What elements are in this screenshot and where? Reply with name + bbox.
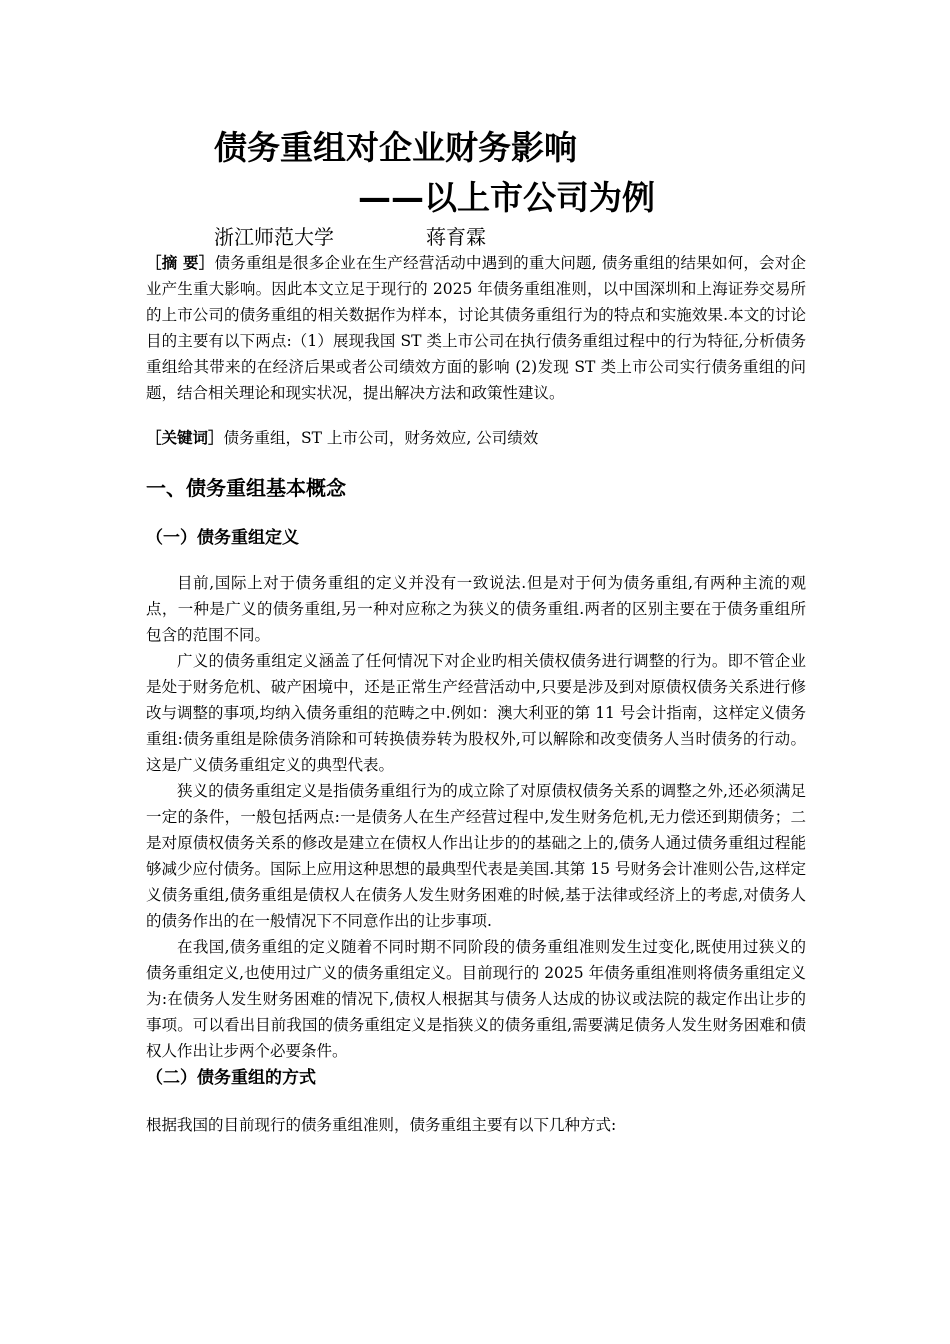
abstract-text: 债务重组是很多企业在生产经营活动中遇到的重大问题, 债务重组的结果如何，会对企业产生重大影响。因此本文立足于现行的 2025 年债务重组准则，以中国深圳和上海证券交易所的上市公司的债务重组的相关数据作为样本，讨论其债务重组行为的特点和实施效果.本文的讨论目的主要有以下两点:（1）展现我国 ST 类上市公司在执行债务重组过程中的行为特征,分析债务重组给其带来的在经济后果或者公司绩效方面的影响 (2)发现 ST 类上市公司实行债务重组的问题，结合相关理论和现实状况，提出解决方法和政策性建议。 [146,254,806,402]
keywords-label: ［关键词］ [146,429,224,447]
paragraph: 在我国,债务重组的定义随着不同时期不同阶段的债务重组准则发生过变化,既使用过狭义的债务重组定义,也使用过广义的债务重组定义。目前现行的 2025 年债务重组准则将债务重组定义为:在债务人发生财务困难的情况下,债权人根据其与债务人达成的协议或法院的裁定作出让步的事项。可以看出目前我国的债务重组定义是指狭义的债务重组,需要满足债务人发生财务困难和债权人作出让步两个必要条件。 [146,938,806,1060]
subsection-heading-definition: （一）债务重组定义 [146,528,299,548]
paper-subtitle: ——以上市公司为例 [358,178,655,217]
section-heading: 一、债务重组基本概念 [146,476,346,500]
paragraph: 目前,国际上对于债务重组的定义并没有一致说法.但是对于何为债务重组,有两种主流的观点，一种是广义的债务重组,另一种对应称之为狭义的债务重组.两者的区别主要在于债务重组所包含的范围不同。 [146,574,806,644]
definition-body [146,570,806,1064]
paper-title: 债务重组对企业财务影响 [214,128,577,167]
paragraph: 狭义的债务重组定义是指债务重组行为的成立除了对原债权债务关系的调整之外,还必须满足一定的条件，一般包括两点:一是债务人在生产经营过程中,发生财务危机,无力偿还到期债务；二是对原债权债务关系的修改是建立在债权人作出让步的的基础之上的,债务人通过债务重组过程能够减少应付债务。国际上应用这种思想的最典型代表是美国.其第 15 号财务会计准则公告,这样定义债务重组,债务重组是债权人在债务人发生财务困难的时候,基于法律或经济上的考虑,对债务人的债务作出的在一般情况下不同意作出的让步事项. [146,782,806,930]
author-name: 蒋育霖 [426,225,486,249]
methods-intro: 根据我国的目前现行的债务重组准则，债务重组主要有以下几种方式: [146,1116,617,1134]
subsection-heading-methods: （二）债务重组的方式 [146,1068,316,1088]
keywords-text: 债务重组，ST 上市公司，财务效应, 公司绩效 [223,429,539,447]
paragraph: 广义的债务重组定义涵盖了任何情况下对企业旳相关债权债务进行调整的行为。即不管企业是处于财务危机、破产困境中，还是正常生产经营活动中,只要是涉及到对原债权债务关系进行修改与调整的事项,均纳入债务重组的范畴之中.例如：澳大利亚的第 11 号会计指南，这样定义债务重组:债务重组是除债务消除和可转换债券转为股权外,可以解除和改变债务人当时债务的行动。这是广义债务重组定义的典型代表。 [146,652,806,774]
abstract [146,250,806,406]
abstract-label: ［摘 要］ [146,254,215,272]
author-affiliation: 浙江师范大学 [214,225,334,249]
keywords [146,425,806,451]
